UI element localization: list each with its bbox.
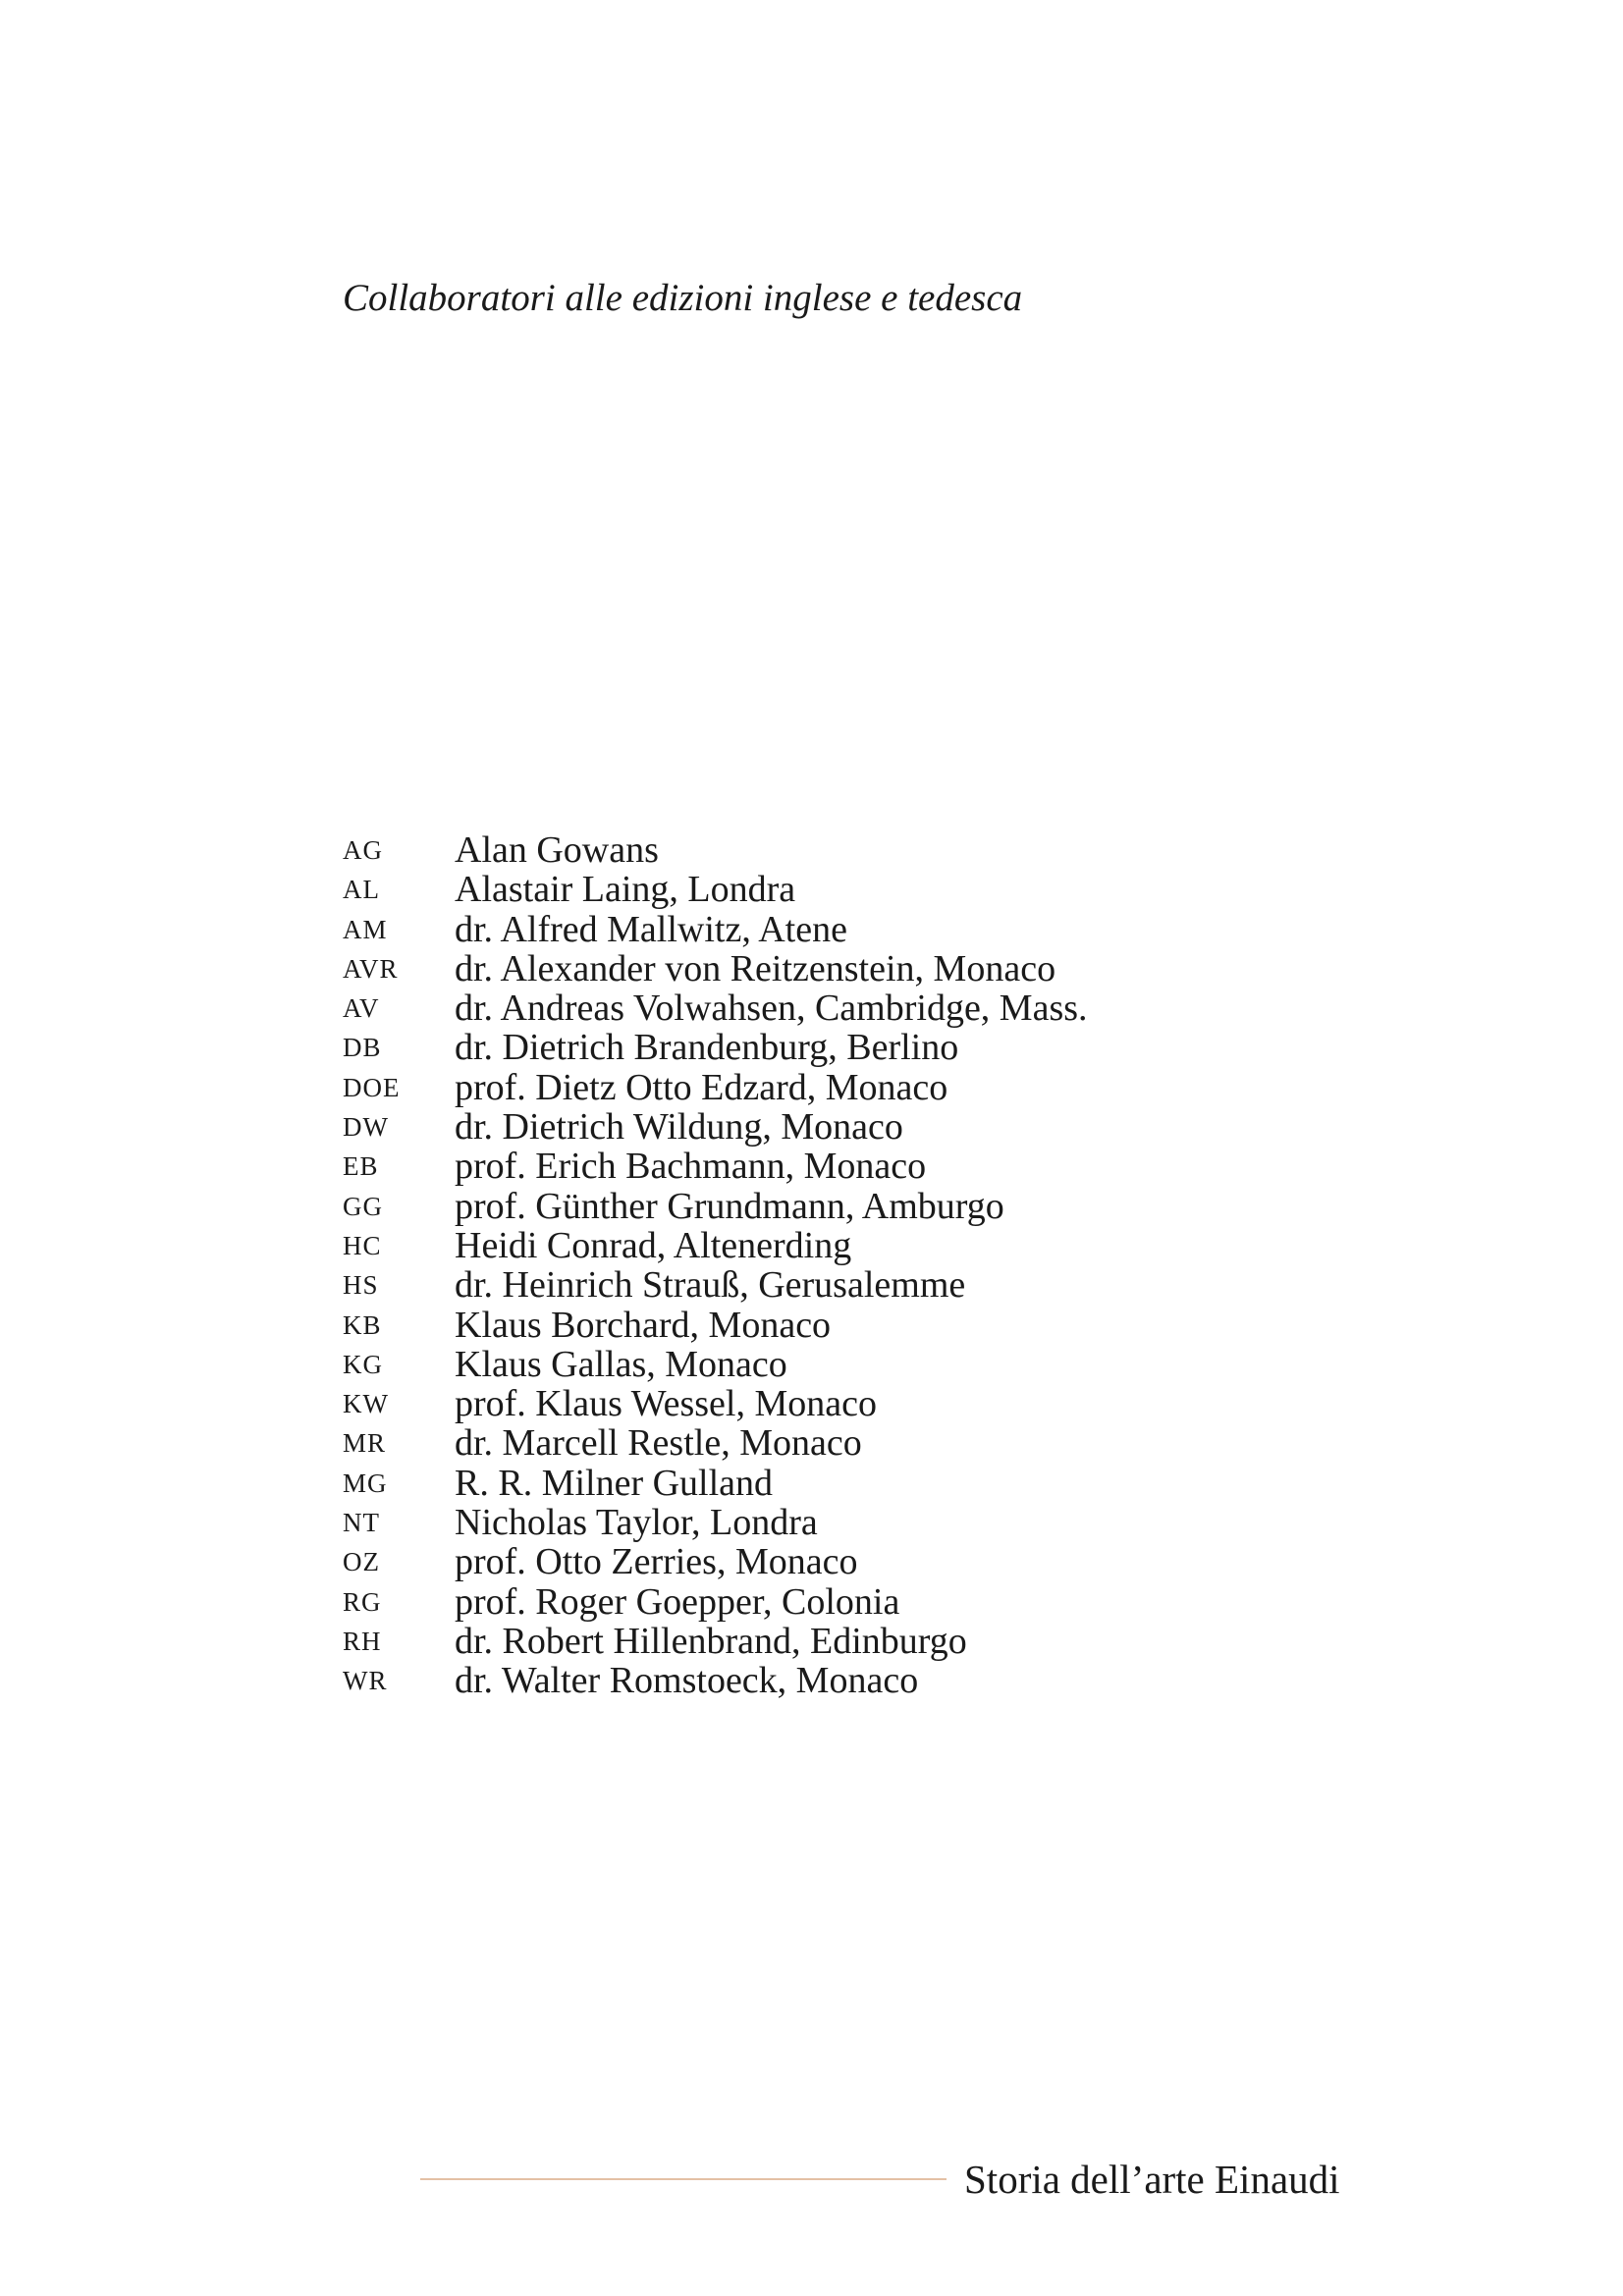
contributor-name: prof. Erich Bachmann, Monaco — [455, 1146, 927, 1188]
contributor-abbreviation: DOE — [343, 1072, 401, 1102]
contributor-name: Alan Gowans — [455, 829, 659, 871]
contributor-name: dr. Dietrich Wildung, Monaco — [455, 1106, 903, 1148]
contributor-abbreviation: DB — [343, 1033, 382, 1063]
contributor-item — [343, 1661, 1088, 1700]
contributor-abbreviation: AV — [343, 993, 380, 1024]
contributor-name: prof. Günther Grundmann, Amburgo — [455, 1185, 1004, 1227]
contributor-abbreviation: HC — [343, 1230, 382, 1260]
footer-title: Storia dell’arte Einaudi — [964, 2157, 1340, 2202]
contributor-abbreviation: AG — [343, 835, 383, 865]
contributor-name: dr. Andreas Volwahsen, Cambridge, Mass. — [455, 988, 1088, 1030]
contributor-list — [343, 830, 1088, 1701]
contributor-abbreviation: DW — [343, 1112, 389, 1143]
contributor-item — [343, 1265, 1088, 1305]
contributor-name: Heidi Conrad, Altenerding — [455, 1224, 852, 1266]
contributor-abbreviation: HS — [343, 1270, 379, 1301]
contributor-item — [343, 870, 1088, 909]
contributor-name: prof. Roger Goepper, Colonia — [455, 1580, 900, 1623]
contributor-name: prof. Otto Zerries, Monaco — [455, 1541, 858, 1583]
contributor-item — [343, 910, 1088, 949]
contributor-abbreviation: GG — [343, 1191, 383, 1221]
contributor-abbreviation: RG — [343, 1586, 382, 1617]
contributor-abbreviation: AM — [343, 914, 388, 944]
contributor-name: dr. Alexander von Reitzenstein, Monaco — [455, 947, 1056, 989]
contributor-abbreviation: AVR — [343, 953, 399, 984]
contributor-item — [343, 1028, 1088, 1067]
contributor-name: dr. Marcell Restle, Monaco — [455, 1422, 862, 1465]
contributor-abbreviation: OZ — [343, 1547, 380, 1577]
contributor-abbreviation: MG — [343, 1468, 388, 1498]
contributor-item — [343, 830, 1088, 870]
contributor-item — [343, 1107, 1088, 1147]
contributor-name: dr. Alfred Mallwitz, Atene — [455, 908, 847, 950]
contributor-item — [343, 1582, 1088, 1622]
page-heading: Collaboratori alle edizioni inglese e tedesca — [343, 277, 1023, 319]
contributor-abbreviation: MR — [343, 1428, 387, 1459]
contributor-item — [343, 1226, 1088, 1265]
contributor-item — [343, 1622, 1088, 1661]
contributor-abbreviation: EB — [343, 1151, 379, 1182]
contributor-abbreviation: WR — [343, 1666, 388, 1696]
contributor-item — [343, 1306, 1088, 1345]
contributor-name: prof. Klaus Wessel, Monaco — [455, 1383, 877, 1425]
contributor-item — [343, 988, 1088, 1028]
contributor-item — [343, 1464, 1088, 1503]
footer-rule — [420, 2178, 947, 2180]
contributor-abbreviation: RH — [343, 1626, 382, 1656]
contributor-name: dr. Dietrich Brandenburg, Berlino — [455, 1027, 959, 1069]
contributor-item — [343, 949, 1088, 988]
contributor-name: Klaus Borchard, Monaco — [455, 1304, 832, 1346]
contributor-name: dr. Robert Hillenbrand, Edinburgo — [455, 1620, 967, 1662]
contributor-item — [343, 1187, 1088, 1226]
contributor-item — [343, 1384, 1088, 1423]
contributor-name: dr. Heinrich Strauß, Gerusalemme — [455, 1264, 966, 1307]
contributor-abbreviation: NT — [343, 1508, 380, 1538]
contributor-abbreviation: KB — [343, 1309, 382, 1340]
contributor-name: Alastair Laing, Londra — [455, 869, 796, 911]
contributor-name: dr. Walter Romstoeck, Monaco — [455, 1660, 919, 1702]
contributor-item — [343, 1345, 1088, 1384]
contributor-item — [343, 1147, 1088, 1186]
contributor-abbreviation: KG — [343, 1349, 383, 1379]
contributor-abbreviation: KW — [343, 1389, 389, 1419]
contributor-name: R. R. Milner Gulland — [455, 1462, 774, 1504]
contributor-item — [343, 1542, 1088, 1581]
contributor-name: Nicholas Taylor, Londra — [455, 1502, 818, 1544]
contributor-item — [343, 1503, 1088, 1542]
contributor-name: Klaus Gallas, Monaco — [455, 1343, 787, 1385]
contributor-name: prof. Dietz Otto Edzard, Monaco — [455, 1066, 948, 1108]
contributor-item — [343, 1068, 1088, 1107]
contributor-item — [343, 1423, 1088, 1463]
contributor-abbreviation: AL — [343, 875, 380, 905]
